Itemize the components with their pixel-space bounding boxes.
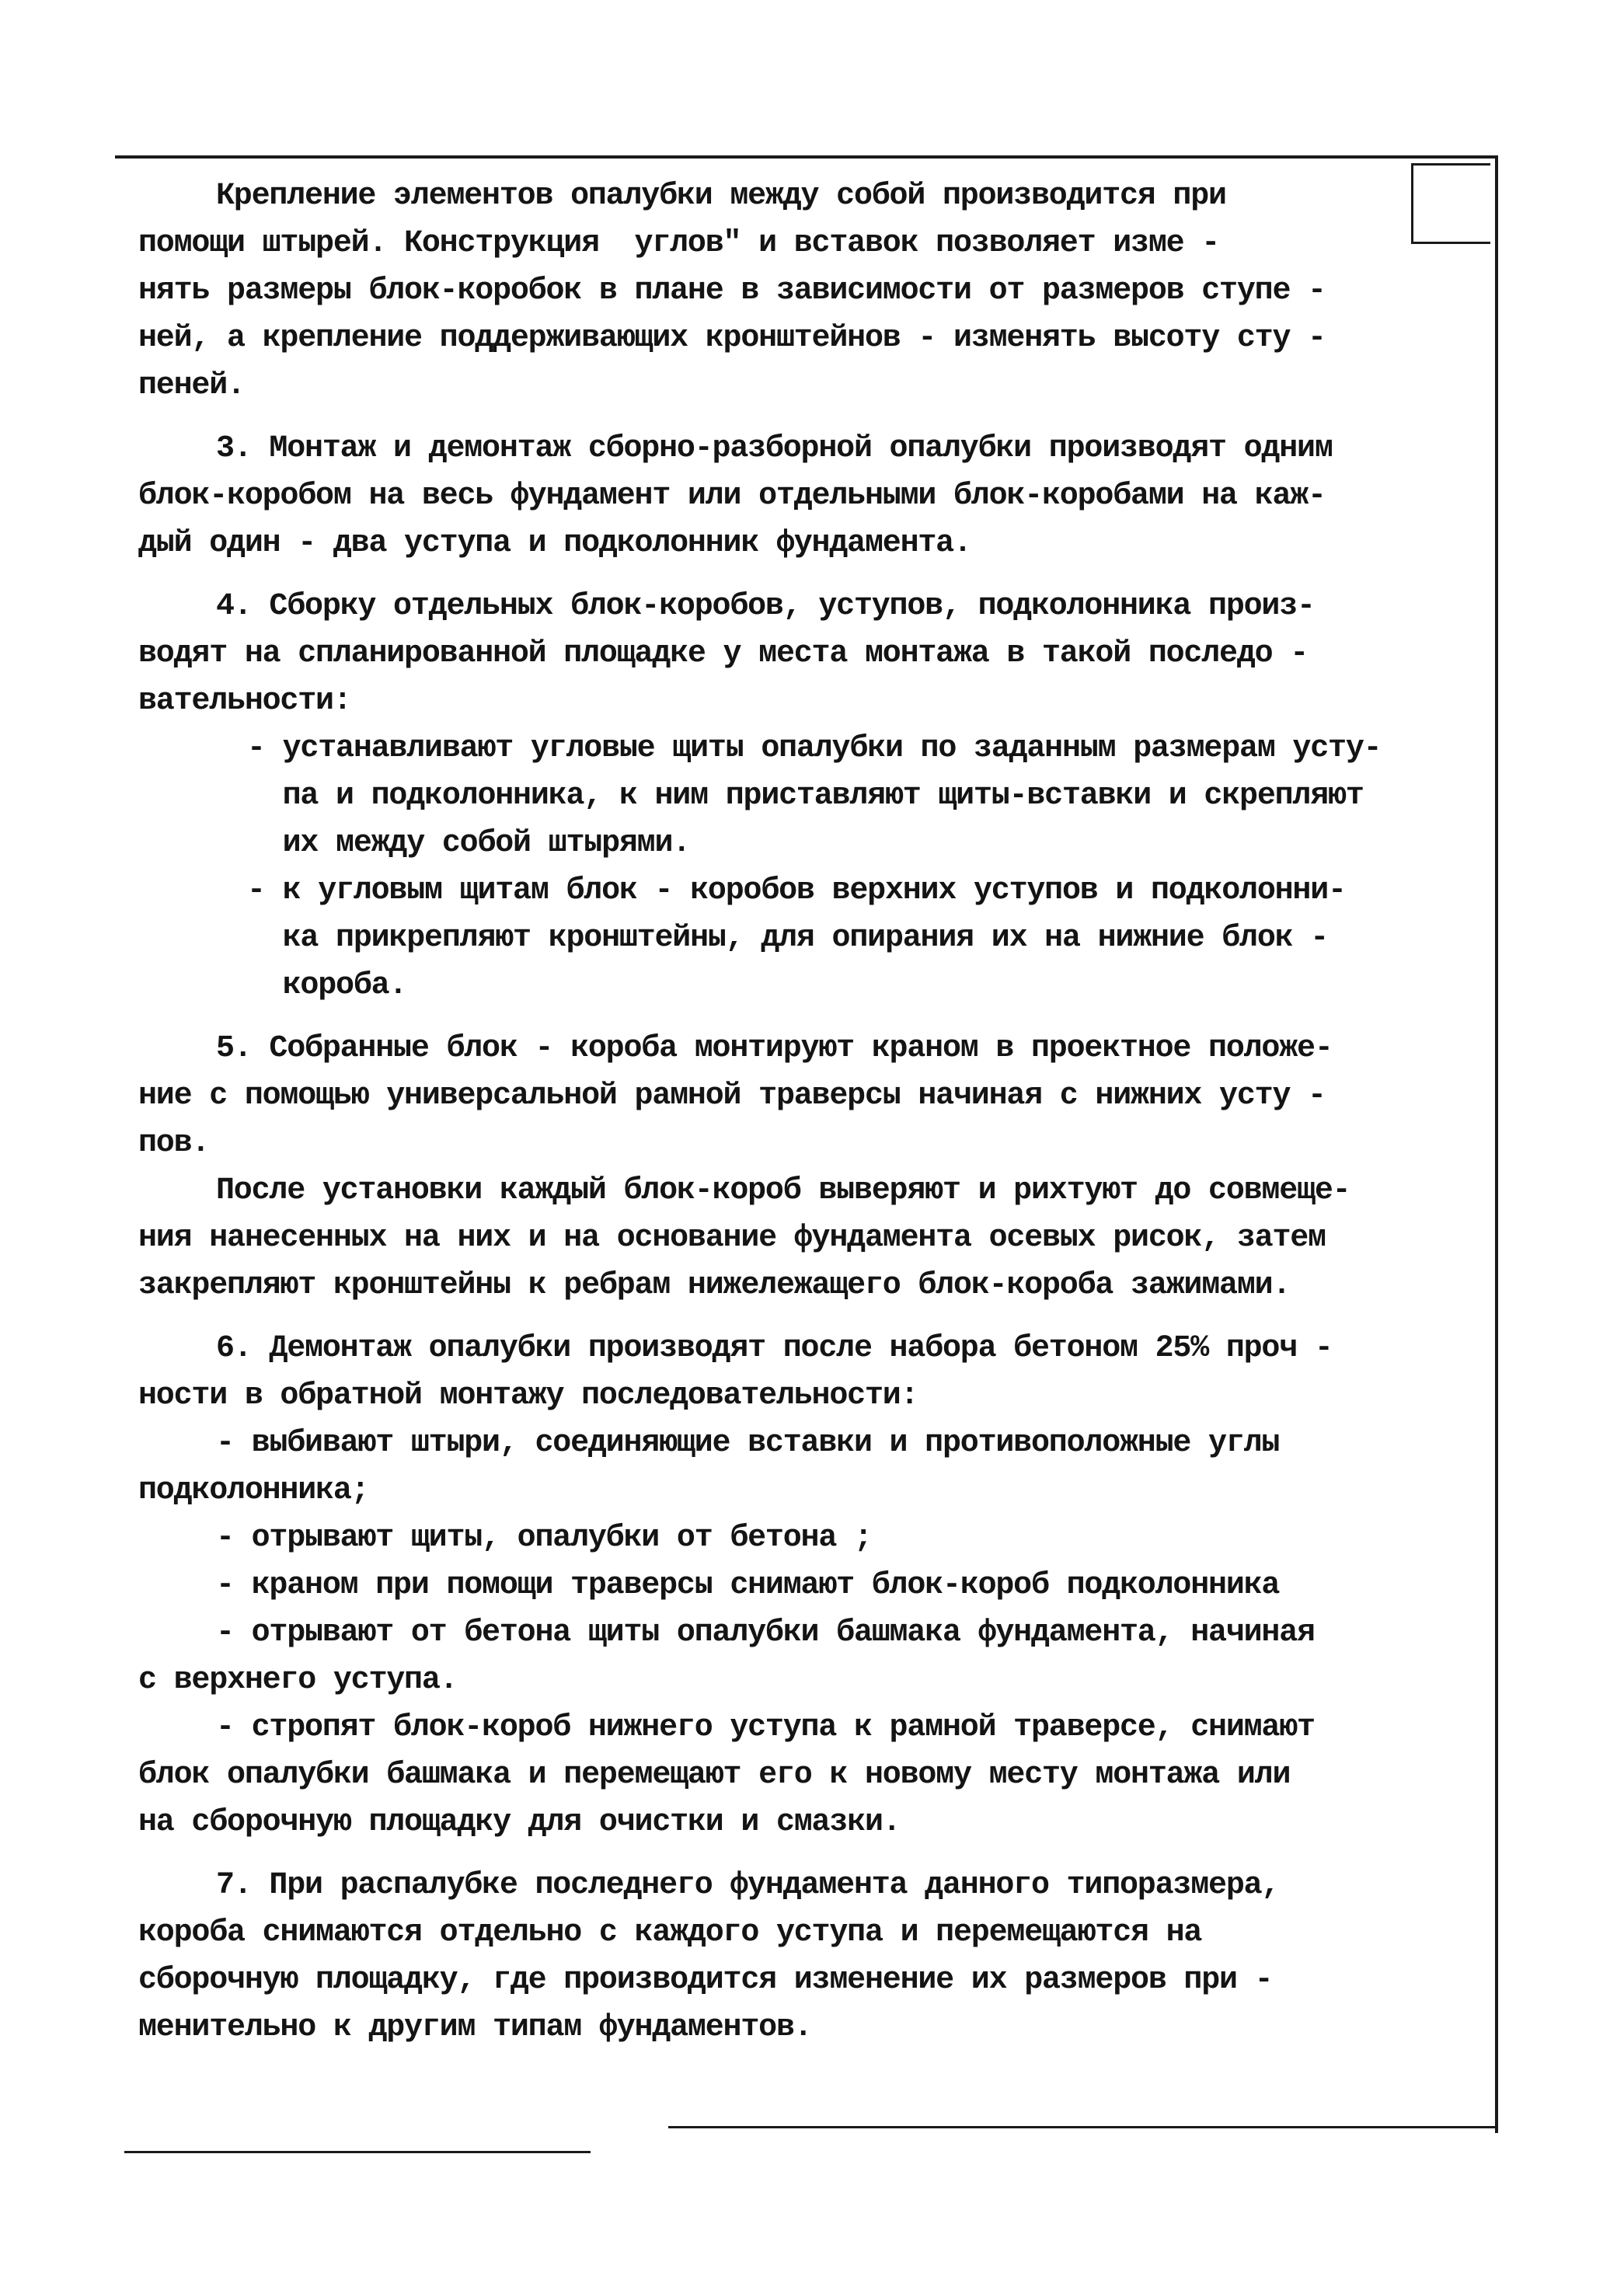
paragraph	[138, 1025, 1490, 1309]
text-line: с верхнего уступа.	[138, 1663, 458, 1698]
text-line: После установки каждый блок-короб выверяют и рихтуют до совмеще-	[216, 1173, 1350, 1208]
paragraph	[138, 583, 1490, 1009]
text-line: ния нанесенных на них и на основание фундамента осевых рисок, затем	[138, 1221, 1326, 1256]
text-line: короба снимаются отдельно с каждого уступа и перемещаются на	[138, 1915, 1202, 1950]
text-line: - отрывают щиты, опалубки от бетона ;	[216, 1521, 872, 1556]
text-line: - к угловым щитам блок - коробов верхних уступов и подколонни-	[247, 873, 1346, 908]
text-line: - отрывают от бетона щиты опалубки башмака фундамента, начиная	[216, 1616, 1315, 1650]
text-line: ности в обратной монтажу последовательности:	[138, 1378, 918, 1413]
text-line: помощи штырей. Конструкция углов" и вставок позволяет изме -	[138, 226, 1220, 261]
text-line: 5. Собранные блок - короба монтируют краном в проектное положе-	[216, 1031, 1333, 1066]
paragraph-gap	[138, 1009, 1490, 1025]
text-line: - устанавливают угловые щиты опалубки по заданным размерам усту-	[247, 731, 1382, 766]
frame-bottom-left-border	[124, 2151, 591, 2153]
text-line: подколонника;	[138, 1473, 369, 1508]
text-line: - выбивают штыри, соединяющие вставки и противоположные углы	[216, 1426, 1280, 1461]
text-line: - краном при помощи траверсы снимают блок-короб подколонника	[216, 1568, 1280, 1603]
paragraph	[138, 173, 1490, 410]
paragraph-gap	[138, 567, 1490, 583]
text-line: менительно к другим типам фундаментов.	[138, 2010, 812, 2045]
text-line: блок опалубки башмака и перемещают его к новому месту монтажа или	[138, 1758, 1291, 1793]
text-line: ние с помощью универсальной рамной траверсы начиная с нижних усту -	[138, 1079, 1326, 1114]
paragraph-gap	[138, 1309, 1490, 1325]
text-line: пов.	[138, 1126, 210, 1161]
text-line: на сборочную площадку для очистки и смазки.	[138, 1805, 901, 1840]
paragraph	[138, 1325, 1490, 1846]
text-line: блок-коробом на весь фундамент или отдельными блок-коробами на каж-	[138, 479, 1326, 514]
text-line: нять размеры блок-коробок в плане в зависимости от размеров ступе -	[138, 274, 1326, 308]
text-line: пеней.	[138, 368, 245, 403]
frame-right-border	[1495, 155, 1498, 2133]
text-line: Крепление элементов опалубки между собой производится при	[216, 179, 1226, 214]
text-line: закрепляют кронштейны к ребрам нижележащего блок-короба зажимами.	[138, 1268, 1291, 1303]
text-line: - стропят блок-короб нижнего уступа к рамной траверсе, снимают	[216, 1710, 1315, 1745]
text-line: вательности:	[138, 684, 351, 719]
text-line: 3. Монтаж и демонтаж сборно-разборной опалубки производят одним	[216, 431, 1333, 466]
text-line: ней, а крепление поддерживающих кронштейнов - изменять высоту сту -	[138, 321, 1326, 356]
frame-top-border	[115, 155, 1498, 159]
paragraph	[138, 1862, 1490, 2051]
text-line: 4. Сборку отдельных блок-коробов, уступов, подколонника произ-	[216, 589, 1315, 624]
text-line: па и подколонника, к ним приставляют щиты-вставки и скрепляют	[247, 779, 1364, 814]
paragraph-gap	[138, 1846, 1490, 1862]
paragraph-gap	[138, 410, 1490, 425]
text-line: их между собой штырями.	[247, 826, 691, 861]
text-line: дый один - два уступа и подколонник фундамента.	[138, 526, 971, 561]
text-line: короба.	[247, 968, 407, 1003]
text-line: 6. Демонтаж опалубки производят после набора бетоном 25% проч -	[216, 1331, 1333, 1366]
text-line: ка прикрепляют кронштейны, для опирания их на нижние блок -	[247, 921, 1329, 956]
frame-bottom-border	[668, 2126, 1498, 2128]
text-line: водят на спланированной площадке у места монтажа в такой последо -	[138, 636, 1309, 671]
paragraph	[138, 425, 1490, 567]
document-body	[138, 173, 1490, 2051]
text-line: 7. При распалубке последнего фундамента данного типоразмера,	[216, 1868, 1280, 1903]
text-line: сборочную площадку, где производится изменение их размеров при -	[138, 1963, 1273, 1998]
